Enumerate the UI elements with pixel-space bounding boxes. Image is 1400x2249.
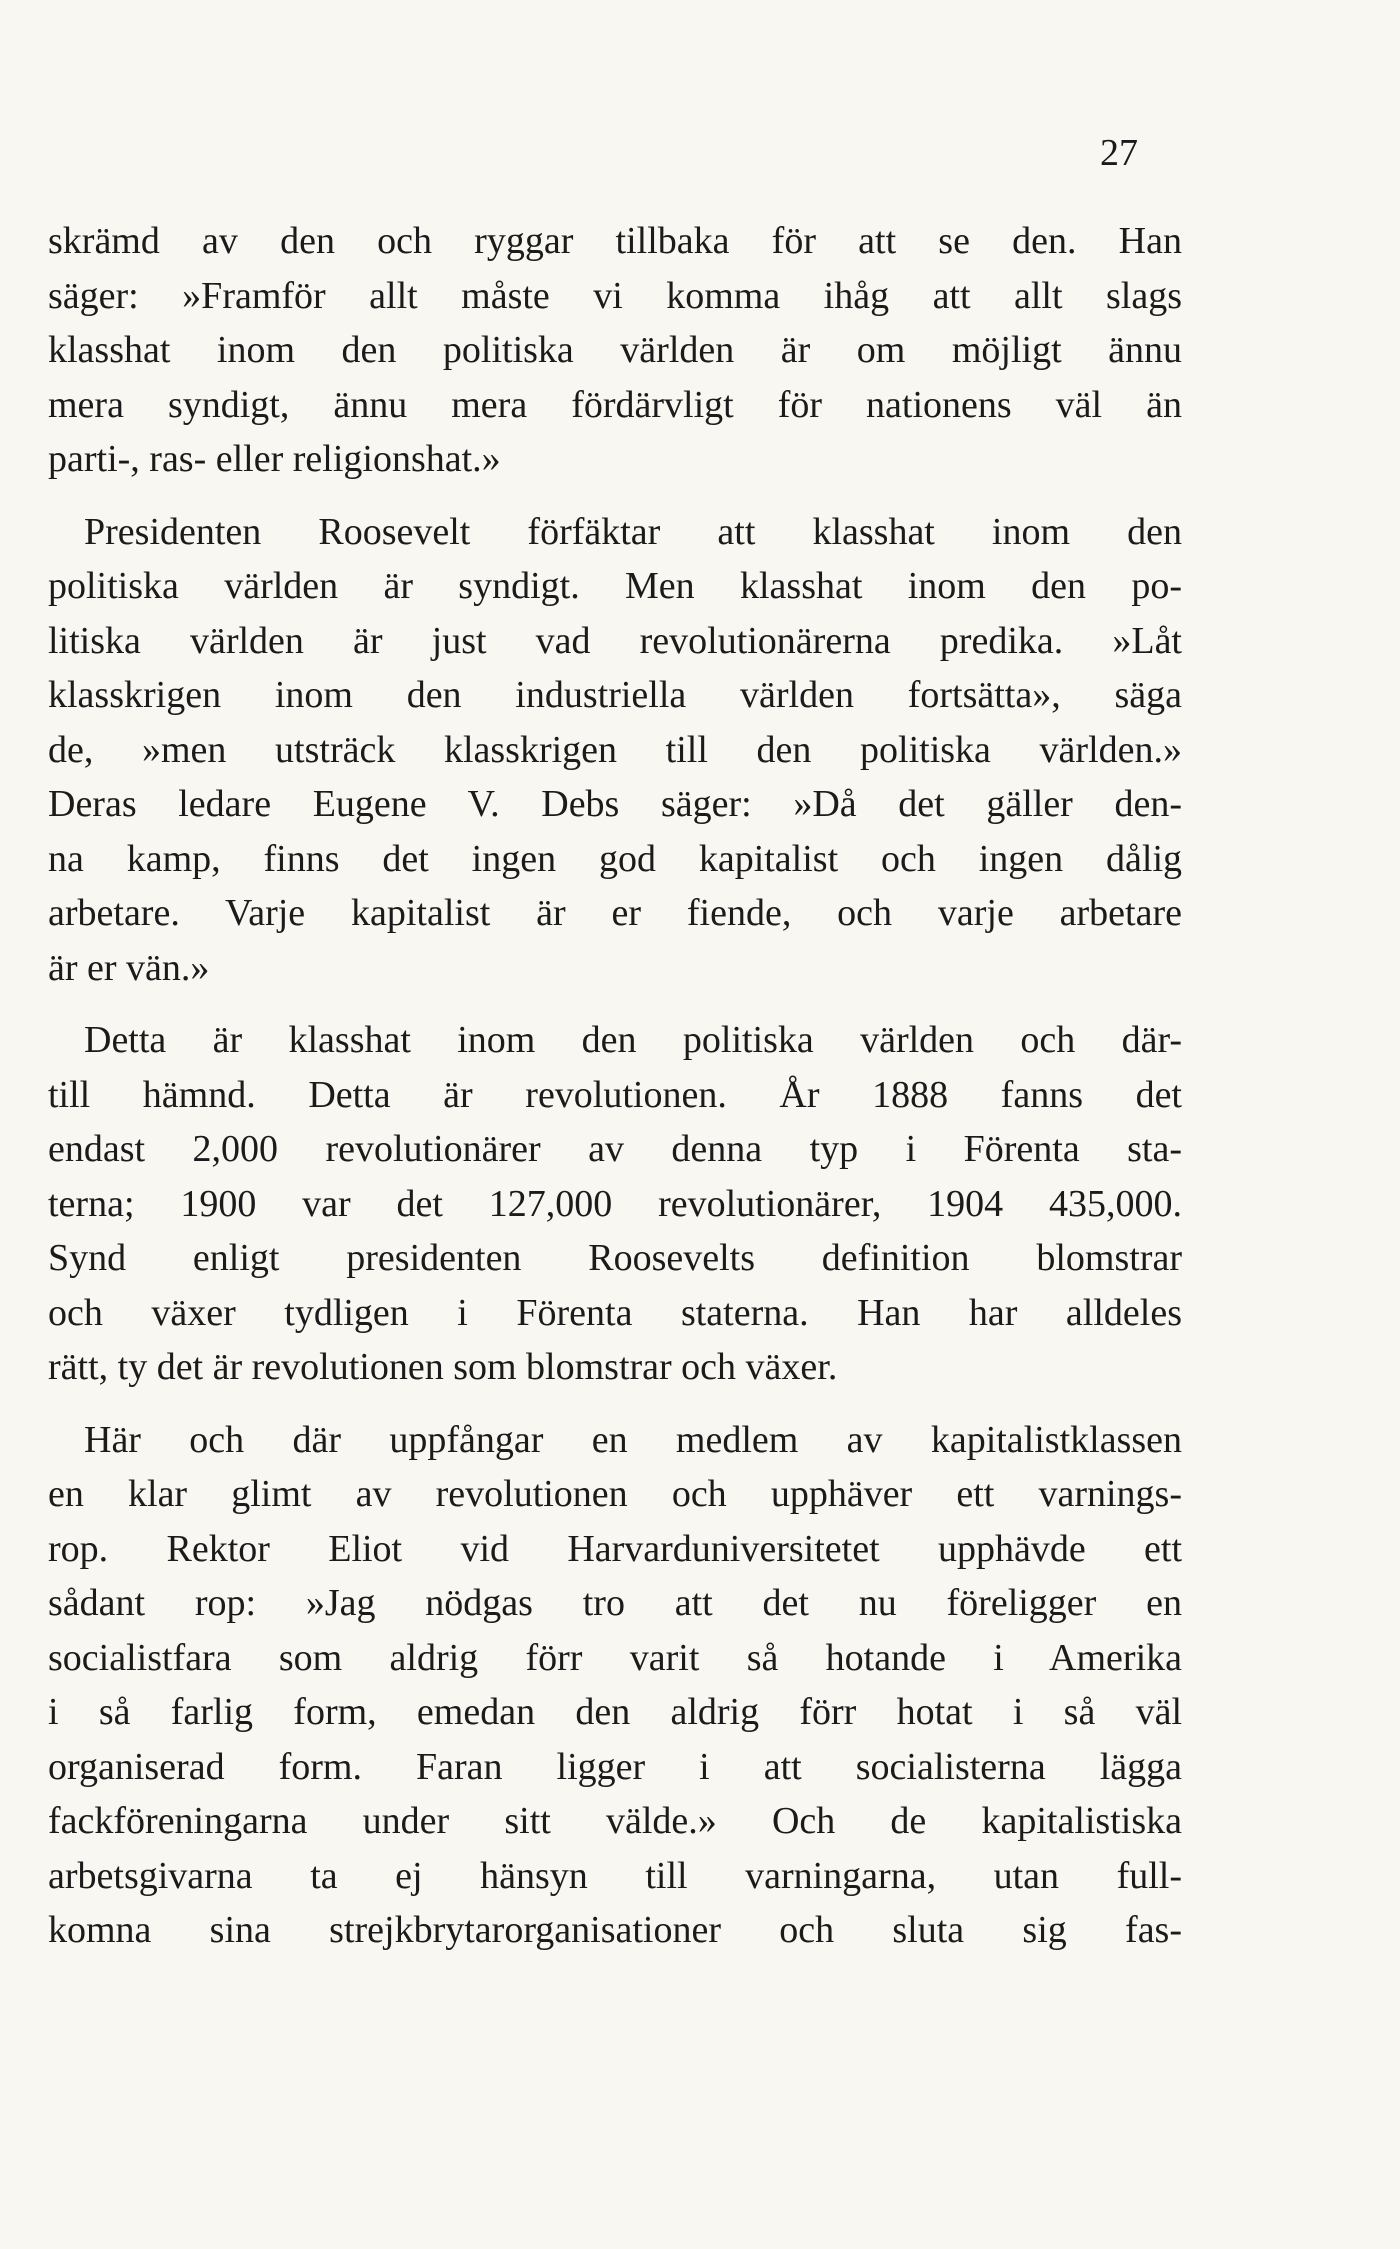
page-number: 27 [1100, 132, 1138, 174]
paragraph [48, 1013, 1182, 1395]
text-line: Här och där uppfångar en medlem av kapitalistklassen [84, 1418, 1182, 1461]
text-line: i så farlig form, emedan den aldrig förr hotat i så väl [48, 1691, 1182, 1733]
text-line: endast 2,000 revolutionärer av denna typ i Förenta sta- [48, 1128, 1182, 1170]
text-line: Presidenten Roosevelt förfäktar att klasshat inom den [84, 510, 1182, 553]
text-line: rop. Rektor Eliot vid Harvarduniversitetet upphävde ett [48, 1527, 1182, 1570]
text-line: sådant rop: »Jag nödgas tro att det nu föreligger en [48, 1582, 1182, 1624]
text-line: socialistfara som aldrig förr varit så hotande i Amerika [48, 1636, 1182, 1679]
text-line: komna sina strejkbrytarorganisationer och sluta sig fas- [48, 1909, 1182, 1951]
text-line: Detta är klasshat inom den politiska världen och där- [84, 1019, 1182, 1061]
text-line: säger: »Framför allt måste vi komma ihåg att allt slags [48, 274, 1182, 317]
text-line: mera syndigt, ännu mera fördärvligt för nationens väl än [48, 383, 1182, 426]
text-line: är er vän.» [48, 946, 210, 989]
text-line: parti-, ras- eller religionshat.» [48, 438, 501, 480]
text-line: till hämnd. Detta är revolutionen. År 1888 fanns det [48, 1073, 1182, 1116]
text-line: arbetsgivarna ta ej hänsyn till varningarna, utan full- [48, 1854, 1182, 1897]
text-line: politiska världen är syndigt. Men klasshat inom den po- [48, 565, 1182, 607]
text-line: rätt, ty det är revolutionen som blomstrar och växer. [48, 1346, 838, 1388]
paragraph [48, 505, 1182, 996]
text-line: litiska världen är just vad revolutionärerna predika. »Låt [48, 619, 1182, 662]
text-line: skrämd av den och ryggar tillbaka för att se den. Han [48, 220, 1182, 262]
text-line: Synd enligt presidenten Roosevelts definition blomstrar [48, 1237, 1182, 1279]
paragraph [48, 214, 1182, 487]
text-line: na kamp, finns det ingen god kapitalist och ingen dålig [48, 837, 1182, 880]
text-line: en klar glimt av revolutionen och upphäver ett varnings- [48, 1473, 1182, 1515]
text-line: terna; 1900 var det 127,000 revolutionärer, 1904 435,000. [48, 1182, 1182, 1225]
text-line: organiserad form. Faran ligger i att socialisterna lägga [48, 1745, 1182, 1788]
text-line: Deras ledare Eugene V. Debs säger: »Då det gäller den- [48, 783, 1182, 825]
text-line: klasskrigen inom den industriella världen fortsätta», säga [48, 674, 1182, 716]
text-line: fackföreningarna under sitt välde.» Och de kapitalistiska [48, 1800, 1182, 1842]
body-text [48, 214, 1182, 1958]
text-line: och växer tydligen i Förenta staterna. Han har alldeles [48, 1291, 1182, 1334]
text-line: de, »men utsträck klasskrigen till den politiska världen.» [48, 728, 1182, 771]
paragraph [48, 1413, 1182, 1958]
text-line: arbetare. Varje kapitalist är er fiende, och varje arbetare [48, 892, 1182, 934]
text-line: klasshat inom den politiska världen är om möjligt ännu [48, 329, 1182, 371]
